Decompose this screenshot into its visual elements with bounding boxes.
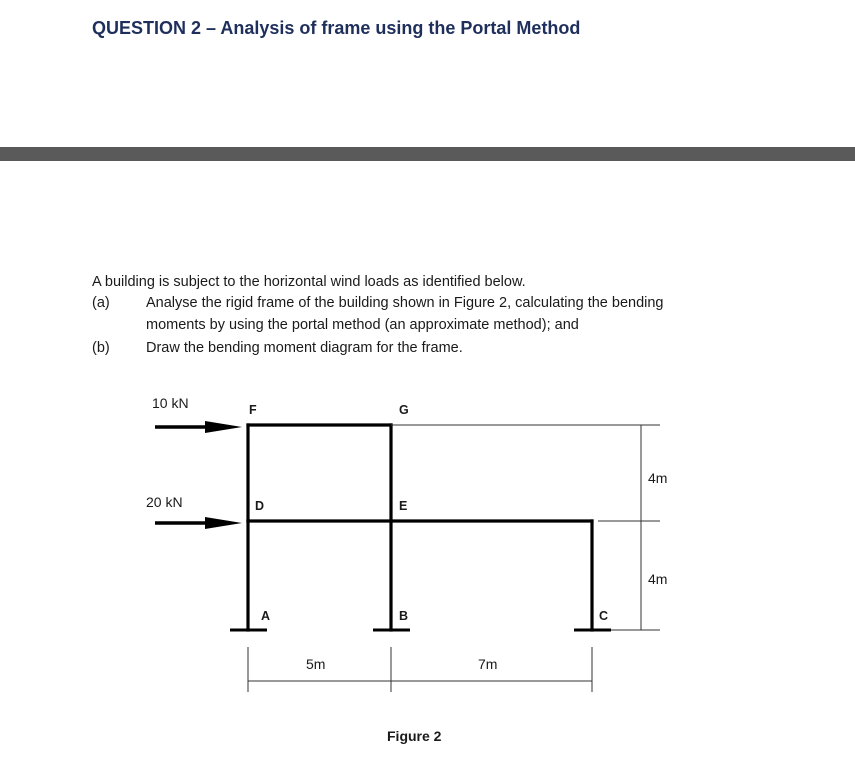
figure-caption: Figure 2 [387, 728, 442, 744]
height-label-lower: 4m [648, 571, 668, 587]
node-label-C: C [599, 609, 609, 623]
item-a-line-2: moments by using the portal method (an approximate method); and [146, 317, 579, 333]
node-label-A: A [261, 609, 271, 623]
span-label-5m: 5m [306, 656, 326, 672]
load-label-10kN: 10 kN [152, 395, 189, 411]
node-label-F: F [249, 403, 257, 417]
node-label-B: B [399, 609, 409, 623]
item-b-line-1: Draw the bending moment diagram for the frame. [146, 340, 463, 356]
load-arrow-20kN [155, 517, 242, 529]
item-a-label: (a) [92, 295, 110, 311]
height-label-upper: 4m [648, 470, 668, 486]
item-a-line-1: Analyse the rigid frame of the building shown in Figure 2, calculating the bending [146, 295, 664, 311]
load-label-20kN: 20 kN [146, 494, 183, 510]
item-b-label: (b) [92, 340, 110, 356]
intro-text: A building is subject to the horizontal wind loads as identified below. [92, 274, 526, 290]
question-title: QUESTION 2 – Analysis of frame using the Portal Method [92, 18, 581, 38]
node-label-E: E [399, 499, 408, 513]
node-label-G: G [399, 403, 409, 417]
load-arrow-10kN [155, 421, 242, 433]
span-label-7m: 7m [478, 656, 498, 672]
node-label-D: D [255, 499, 265, 513]
